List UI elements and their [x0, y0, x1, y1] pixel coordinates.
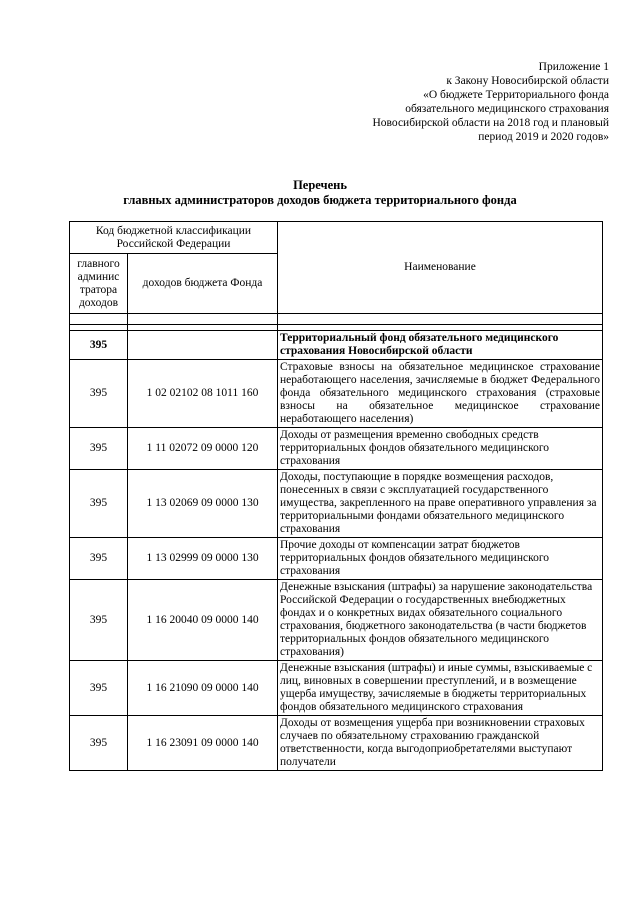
table-row: [70, 428, 603, 470]
income-name: Денежные взыскания (штрафы) и иные суммы, взыскиваемые с лиц, виновных в совершении преступлений, и в возмещение ущерба имуществу, зачисляемые в бюджеты территориальных фондов обязательного медицинского страхования: [278, 661, 603, 716]
income-code: 1 16 21090 09 0000 140: [128, 661, 278, 716]
table-row: [70, 580, 603, 661]
document-title: [0, 178, 640, 208]
income-name: Страховые взносы на обязательное медицинское страхование неработающего населения, зачисляемые в бюджет Федерального фонда обязательного медицинского страхования (страховые взносы на обязательное медицинское страхование неработающего населения): [278, 360, 603, 428]
admin-code: 395: [70, 661, 128, 716]
admin-code: 395: [70, 580, 128, 661]
table-row: [70, 360, 603, 428]
income-name: Доходы, поступающие в порядке возмещения расходов, понесенных в связи с эксплуатацией государственного имущества, закрепленного на праве оперативного управления за территориальными фондами обязательного медицинского страхования: [278, 470, 603, 538]
table-header-row: [70, 222, 603, 254]
income-code: 1 11 02072 09 0000 120: [128, 428, 278, 470]
table-row: [70, 661, 603, 716]
spacer-cell: [70, 314, 128, 325]
income-name: Денежные взыскания (штрафы) за нарушение законодательства Российской Федерации о государственных внебюджетных фондах и о конкретных видах обязательного социального страхования, бюджетного законодательства (в части бюджетов территориальных фондов обязательного медицинского страхования): [278, 580, 603, 661]
spacer-cell: [128, 314, 278, 325]
header-admin: главного админис тратора доходов: [70, 254, 128, 314]
appendix-line: к Закону Новосибирской области: [446, 75, 609, 87]
appendix-line: «О бюджете Территориального фонда: [423, 89, 609, 101]
fund-income-code: [128, 331, 278, 360]
admin-code: 395: [70, 716, 128, 771]
header-income: доходов бюджета Фонда: [128, 254, 278, 314]
admin-code: 395: [70, 538, 128, 580]
spacer-cell: [278, 314, 603, 325]
admin-code: 395: [70, 360, 128, 428]
income-name: Доходы от размещения временно свободных средств территориальных фондов обязательного медицинского страхования: [278, 428, 603, 470]
appendix-line: Новосибирской области на 2018 год и плановый: [372, 117, 609, 129]
fund-code: 395: [70, 331, 128, 360]
table-row: [70, 470, 603, 538]
table-row: [70, 538, 603, 580]
income-code: 1 13 02999 09 0000 130: [128, 538, 278, 580]
income-code: 1 13 02069 09 0000 130: [128, 470, 278, 538]
income-name: Прочие доходы от компенсации затрат бюджетов территориальных фондов обязательного медицинского страхования: [278, 538, 603, 580]
header-name: Наименование: [278, 222, 603, 314]
title-line-1: Перечень: [293, 178, 347, 192]
admin-code: 395: [70, 470, 128, 538]
title-line-2: главных администраторов доходов бюджета территориального фонда: [123, 193, 517, 207]
income-name: Доходы от возмещения ущерба при возникновении страховых случаев по обязательному страхованию гражданской ответственности, когда выгодоприобретателями выступают получатели: [278, 716, 603, 771]
appendix-line: период 2019 и 2020 годов»: [478, 131, 609, 143]
fund-row: [70, 331, 603, 360]
income-code: 1 16 20040 09 0000 140: [128, 580, 278, 661]
appendix-line: обязательного медицинского страхования: [405, 103, 609, 115]
administrators-table: [69, 221, 603, 771]
appendix-header: [373, 60, 610, 144]
appendix-line: Приложение 1: [538, 61, 609, 73]
header-code-group: Код бюджетной классификации Российской Федерации: [70, 222, 278, 254]
fund-name: Территориальный фонд обязательного медицинского страхования Новосибирской области: [278, 331, 603, 360]
income-code: 1 16 23091 09 0000 140: [128, 716, 278, 771]
table-spacer-row: [70, 314, 603, 325]
income-code: 1 02 02102 08 1011 160: [128, 360, 278, 428]
admin-code: 395: [70, 428, 128, 470]
table-row: [70, 716, 603, 771]
